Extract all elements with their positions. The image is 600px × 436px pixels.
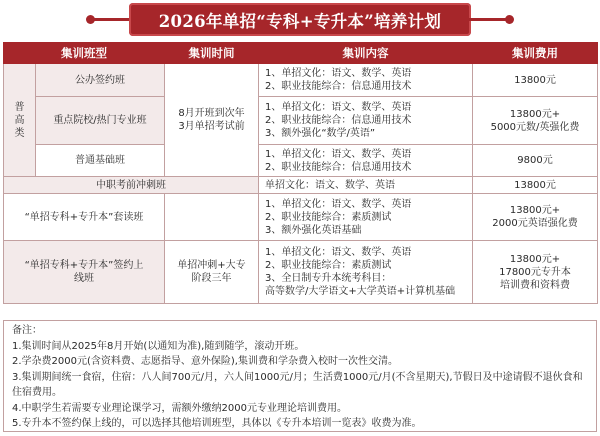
content-cell bbox=[259, 145, 473, 177]
time-line: 3月单招考试前 bbox=[178, 121, 245, 132]
header-class-type: 集训班型 bbox=[4, 43, 165, 64]
title-banner bbox=[0, 0, 600, 40]
content-line: 单招文化：语文、数学、英语 bbox=[265, 179, 395, 191]
class-name-cell: 普通基础班 bbox=[36, 145, 165, 177]
class-name-line: 线班 bbox=[74, 273, 94, 284]
fee-line: 17800元专升本 bbox=[499, 266, 571, 278]
banner-decoration-right bbox=[468, 18, 508, 21]
class-name-cell: 公办签约班 bbox=[36, 64, 165, 97]
note-item: 5.专升本不签约保上线的，可以选择其他培训班型，具体以《专升本培训一览表》收费为准。 bbox=[12, 418, 422, 429]
fee-cell bbox=[473, 241, 598, 304]
class-name-cell: 重点院校/热门专业班 bbox=[36, 97, 165, 145]
note-item: 3.集训期间统一食宿，住宿：八人间700元/月，六人间1000元/月；生活费1000元/月(不含星期天),节假日及中途请假不退伙食和住宿费用。 bbox=[12, 371, 583, 398]
category-char: 高 bbox=[14, 114, 25, 126]
content-line: 1、单招文化：语文、数学、英语 bbox=[265, 247, 412, 258]
fee-line: 9800元 bbox=[517, 155, 553, 166]
fee-line: 13800元+ bbox=[509, 253, 561, 265]
fee-cell bbox=[473, 64, 598, 97]
table-row bbox=[4, 64, 598, 97]
table-row bbox=[4, 194, 598, 241]
content-line: 2、职业技能综合：素质测试 bbox=[265, 211, 392, 223]
category-char: 类 bbox=[14, 127, 25, 139]
fee-line: 2000元英语强化费 bbox=[492, 218, 578, 229]
content-cell bbox=[259, 64, 473, 97]
fee-cell bbox=[473, 145, 598, 177]
class-name-cell bbox=[4, 241, 165, 304]
note-item: 2.学杂费2000元(含资料费、志愿指导、意外保险),集训费和学杂费入校时一次性交清。 bbox=[12, 356, 398, 367]
banner-decoration-left bbox=[92, 18, 132, 21]
content-line: 2、职业技能综合：信息通用技术 bbox=[265, 161, 412, 173]
content-cell bbox=[259, 177, 473, 194]
header-fee: 集训费用 bbox=[473, 43, 598, 64]
page-title: 2026年单招“专科+专升本”培养计划 bbox=[129, 3, 471, 36]
note-item: 4.中职学生若需要专业理论课学习，需额外缴纳2000元专业理论培训费用。 bbox=[12, 402, 347, 414]
fee-line: 13800元 bbox=[514, 74, 556, 86]
fee-line: 13800元+ bbox=[509, 108, 561, 120]
fee-cell bbox=[473, 194, 598, 241]
content-cell bbox=[259, 97, 473, 145]
table-header-row bbox=[4, 43, 598, 64]
time-line: 8月开班到次年 bbox=[178, 108, 245, 119]
category-char: 普 bbox=[14, 101, 25, 113]
training-plan-table bbox=[3, 42, 598, 304]
notes-section bbox=[3, 320, 597, 432]
fee-line: 5000元数/英强化费 bbox=[490, 121, 580, 133]
fee-line: 培训费和资料费 bbox=[500, 279, 570, 291]
fee-cell bbox=[473, 177, 598, 194]
time-line: 单招冲刺+大专 bbox=[177, 260, 246, 271]
content-cell bbox=[259, 241, 473, 304]
content-line: 3、全日制专升本统考科目： bbox=[265, 273, 392, 284]
content-line: 高等数学/大学语文+大学英语+计算机基础 bbox=[265, 286, 456, 297]
content-line: 1、单招文化：语文、数学、英语 bbox=[265, 198, 412, 210]
time-cell-empty bbox=[165, 194, 259, 241]
table-row bbox=[4, 97, 598, 145]
class-name-line: “单招专科+专升本”签约上 bbox=[24, 260, 144, 271]
header-time: 集训时间 bbox=[165, 43, 259, 64]
table-row bbox=[4, 177, 598, 194]
content-line: 3、额外强化“数学/英语” bbox=[265, 128, 376, 139]
table-row bbox=[4, 145, 598, 177]
class-name-cell: “单招专科+专升本”套读班 bbox=[4, 194, 165, 241]
content-line: 2、职业技能综合：素质测试 bbox=[265, 260, 392, 271]
notes-heading: 备注： bbox=[12, 325, 42, 336]
class-name-cell: 中职考前冲刺班 bbox=[4, 177, 259, 194]
content-line: 1、单招文化：语文、数学、英语 bbox=[265, 102, 412, 113]
note-item: 1.集训时间从2025年8月开始(以通知为准),随到随学，滚动开班。 bbox=[12, 340, 305, 352]
content-line: 3、额外强化英语基础 bbox=[265, 224, 362, 236]
time-line: 阶段三年 bbox=[191, 273, 232, 284]
content-line: 1、单招文化：语文、数学、英语 bbox=[265, 68, 412, 79]
fee-line: 13800元 bbox=[514, 179, 556, 191]
content-line: 1、单招文化：语文、数学、英语 bbox=[265, 148, 412, 160]
content-line: 2、职业技能综合：信息通用技术 bbox=[265, 115, 412, 126]
time-cell bbox=[165, 64, 259, 177]
category-cell bbox=[4, 64, 36, 177]
time-cell bbox=[165, 241, 259, 304]
table-row bbox=[4, 241, 598, 304]
fee-line: 13800元+ bbox=[509, 205, 561, 216]
content-cell bbox=[259, 194, 473, 241]
header-content: 集训内容 bbox=[259, 43, 473, 64]
fee-cell bbox=[473, 97, 598, 145]
content-line: 2、职业技能综合：信息通用技术 bbox=[265, 81, 412, 92]
